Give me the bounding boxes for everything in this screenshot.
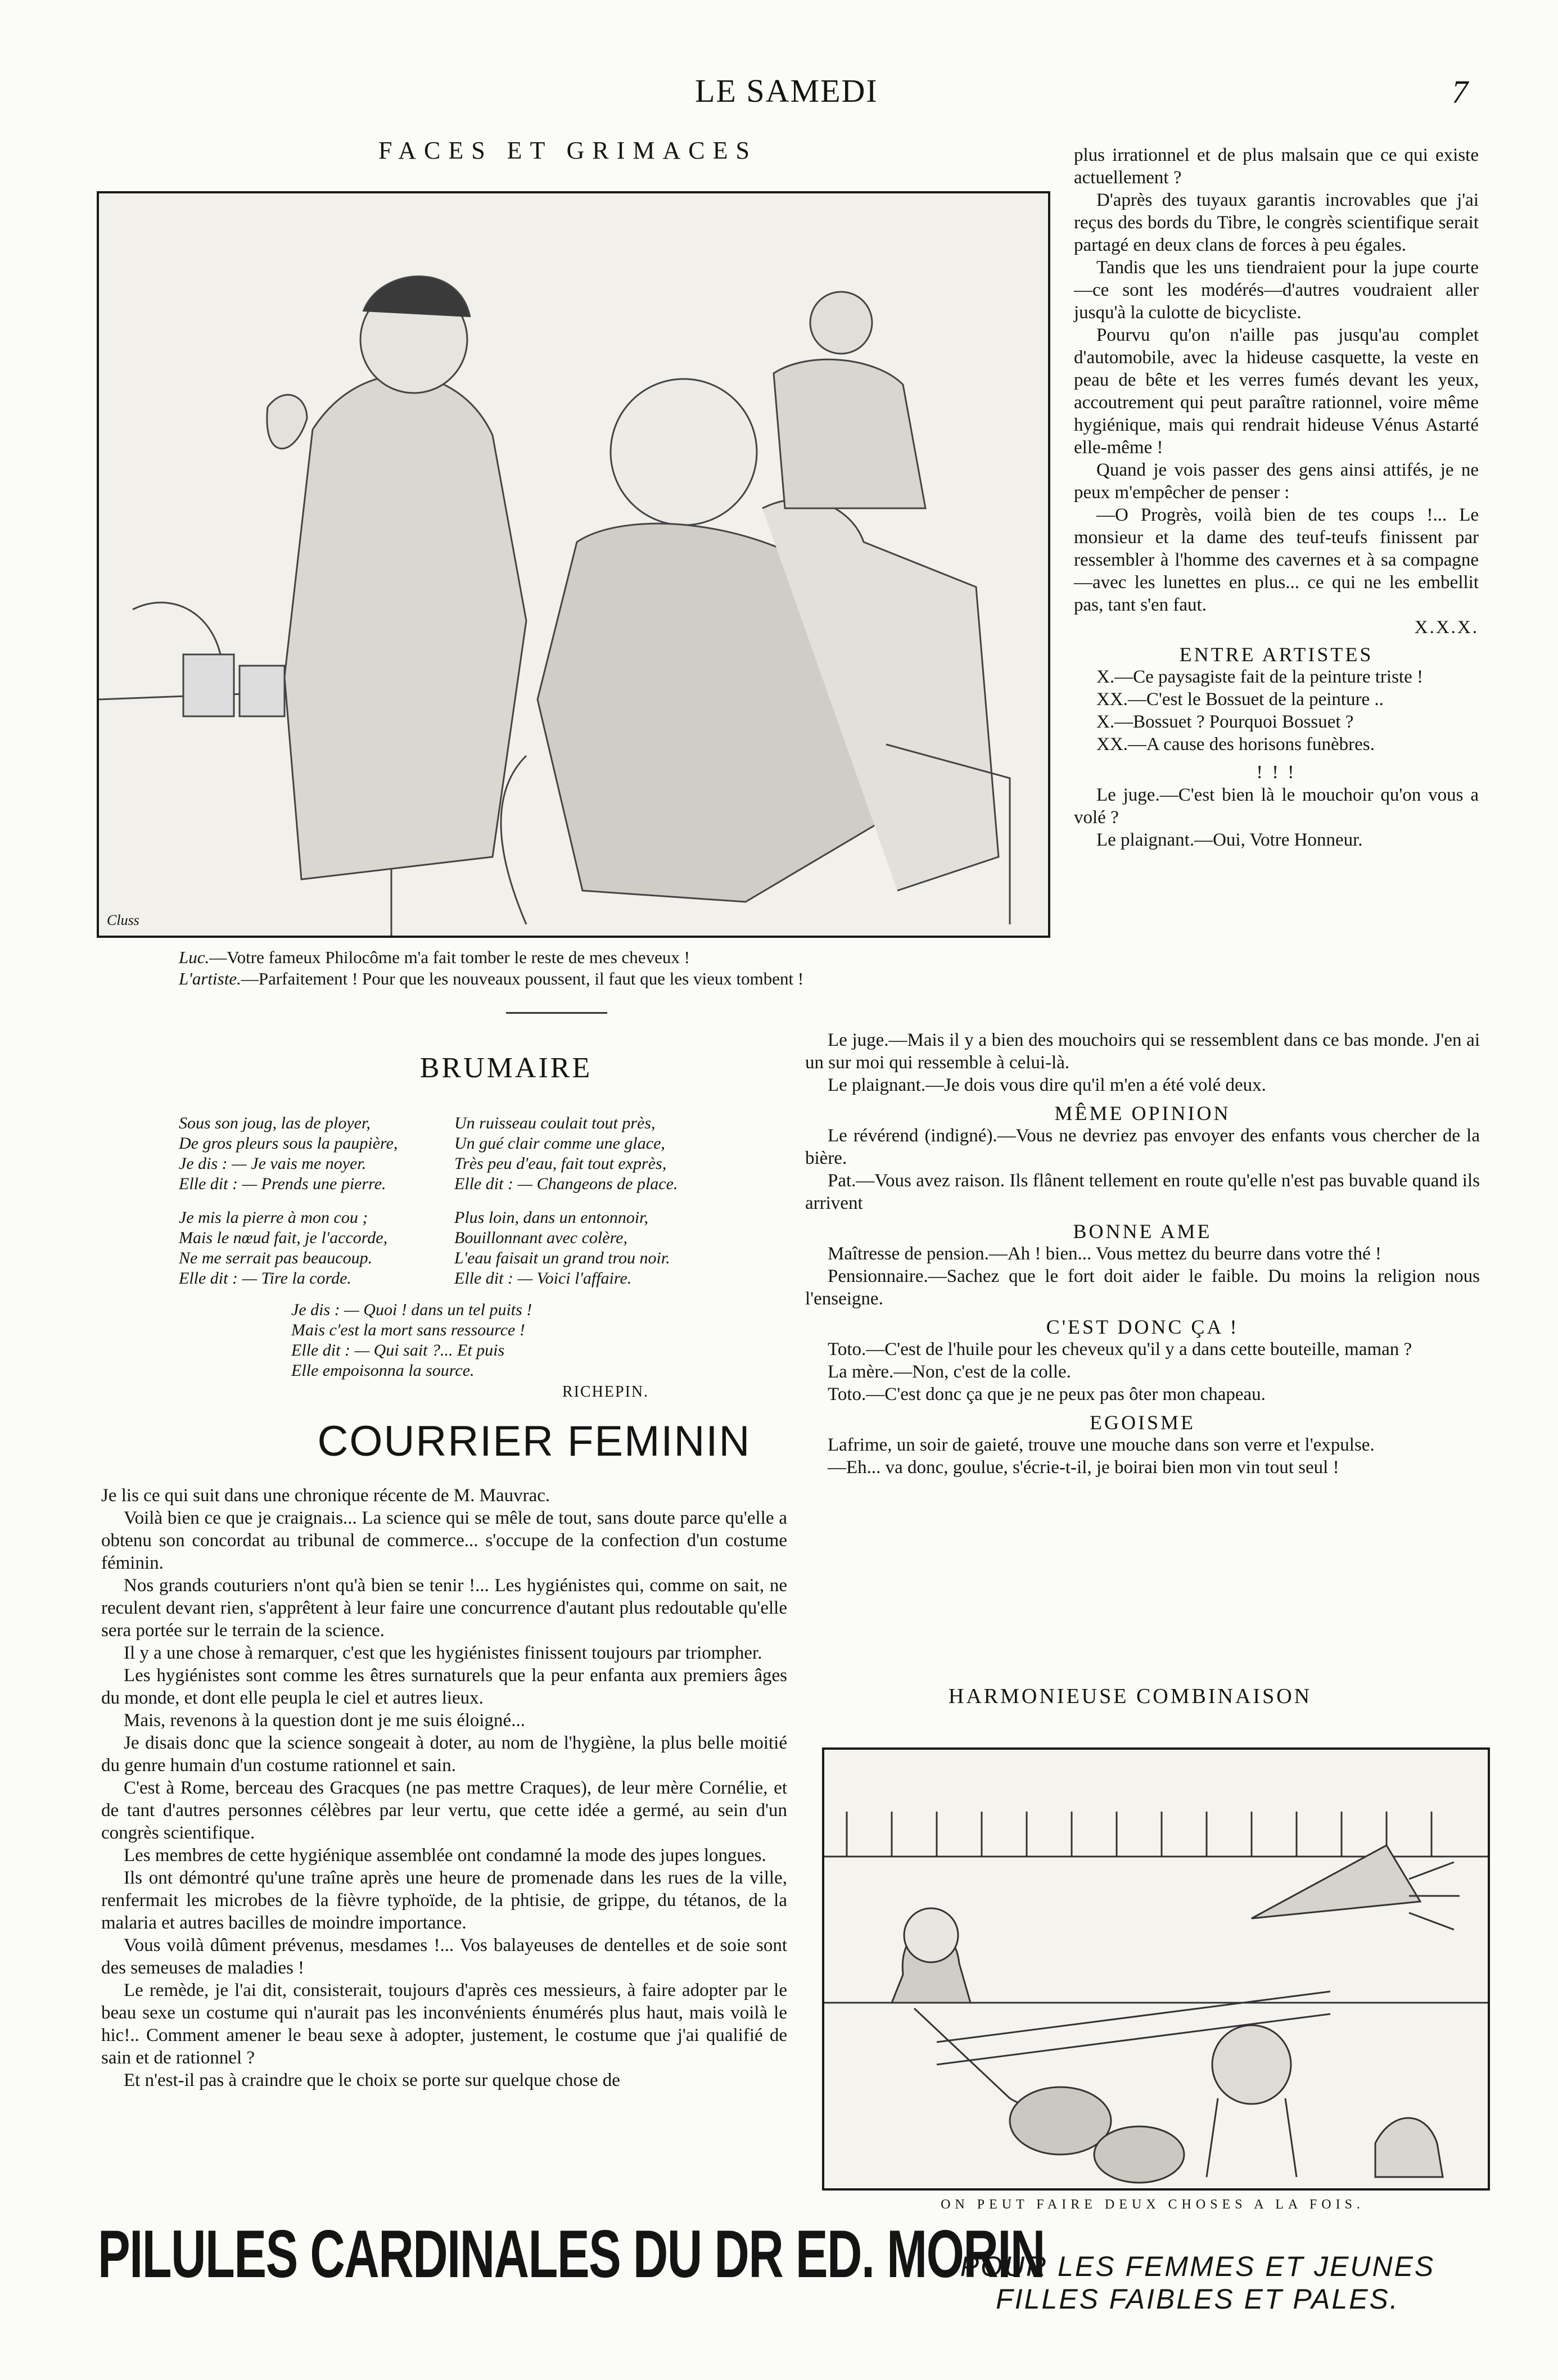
poem-stanza: Sous son joug, las de ployer, De gros pleurs sous la paupière, Je dis : — Je vais me noyer. Elle dit : — Prends une pierre. — [179, 1114, 398, 1193]
courrier-title: COURRIER FEMININ — [317, 1417, 751, 1465]
caption-line: L'artiste.—Parfaitement ! Pour que les nouveaux poussent, il faut que les vieux tombent ! — [179, 969, 804, 988]
barber-illustration — [97, 191, 1050, 938]
poem-stanza: Un ruisseau coulait tout près, Un gué clair comme une glace, Très peu d'eau, fait tout exprès, Elle dit : — Changeons de place. — [454, 1114, 678, 1193]
poem-stanza: Plus loin, dans un entonnoir, Bouillonnant avec colère, L'eau faisait un grand trou noir. Elle dit : — Voici l'affaire. — [454, 1208, 670, 1288]
poem-author: RICHEPIN. — [562, 1383, 649, 1401]
brumaire-title: BRUMAIRE — [419, 1052, 593, 1084]
courrier-continuation: plus irrationnel et de plus malsain que ce qui existe actuellement ? D'après des tuyaux garantis incrovables que j'ai reçus des bords du Tibre, le congrès scientifique serait partagé en deux clans de forces à peu égales. Tandis que les uns tiendraient pour la jupe courte—ce sont les modérés—d'autres voudraient aller jusqu'à la culotte de bicycliste. Pourvu qu'on n'aille pas jusqu'au complet d'automobile, avec la hideuse casquette, la veste en peau de bête et les verres fumés devant les yeux, accoutrement qui peut paraître rationnel, voire même hygiénique, mais qui rendrait hideuse Vénus Astarté elle-même ! Quand je vois passer des gens ainsi attifés, je ne peux m'empêcher de penser : —O Progrès, voilà bien de tes coups !... Le monsieur et la dame des teuf-teufs finissent par ressembler à l'homme des cavernes et à sa compagne—avec les lunettes en plus... ce qui ne les embellit pas, tant s'en faut. X.X.X. ENTRE ARTISTES X.—Ce paysagiste fait de la peinture triste ! XX.—C'est le Bossuet de la peinture .. X.—Bossuet ? Pourquoi Bossuet ? XX.—A cause des horisons funèbres. ! ! ! Le juge.—C'est bien là le mouchoir qu'on vous a volé ? Le plaignant.—Oui, Votre Honneur. — [1074, 145, 1479, 850]
poem-stanza: Je dis : — Quoi ! dans un tel puits ! Mais c'est la mort sans ressource ! Elle dit : — Qui sait ?... Et puis Elle empoisonna la source. — [291, 1300, 532, 1380]
entre-artistes-title: ENTRE ARTISTES — [1179, 643, 1374, 666]
harmonieuse-caption: ON PEUT FAIRE DEUX CHOSES A LA FOIS. — [941, 2197, 1365, 2212]
article-signature: X.X.X. — [1414, 617, 1479, 638]
advert-tagline: POUR LES FEMMES ET JEUNES FILLES FAIBLES ET PALES. — [960, 2251, 1435, 2315]
meme-opinion-title: MÊME OPINION — [1054, 1102, 1231, 1124]
divider — [506, 1012, 607, 1014]
bonne-ame-title: BONNE AME — [1073, 1220, 1212, 1243]
faces-title: FACES ET GRIMACES — [378, 137, 757, 164]
egoisme-title: EGOISME — [1090, 1411, 1195, 1434]
faces-caption — [179, 947, 1033, 990]
advert-main: PILULES CARDINALES DU DR ED. MORIN — [98, 2216, 1045, 2292]
excl-title: ! ! ! — [1256, 762, 1297, 783]
cest-donc-ca-title: C'EST DONC ÇA ! — [1046, 1316, 1239, 1338]
page-number: 7 — [1452, 74, 1469, 110]
harmonieuse-title: HARMONIEUSE COMBINAISON — [948, 1684, 1312, 1708]
trombone-illustration — [822, 1747, 1490, 2191]
illustrator-signature: Cluss — [107, 912, 139, 928]
caption-line: Luc.—Votre fameux Philocôme m'a fait tomber le reste de mes cheveux ! — [179, 947, 690, 967]
journal-title: LE SAMEDI — [695, 73, 878, 109]
poem-stanza: Je mis la pierre à mon cou ; Mais le nœud fait, je l'accorde, Ne me serrait pas beaucoup. Elle dit : — Tire la corde. — [179, 1208, 388, 1288]
courrier-article: Je lis ce qui suit dans une chronique récente de M. Mauvrac. Voilà bien ce que je craignais... La science qui se mêle de tout, sans doute parce qu'elle a obtenu son concordat au tribunal de commerce... s'occupe de la confection d'un costume féminin. Nos grands couturiers n'ont qu'à bien se tenir !... Les hygiénistes qui, comme on sait, ne reculent devant rien, s'apprêtent à leur faire une concurrence d'autant plus redoutable qu'elle sera portée sur le terrain de la science. Il y a une chose à remarquer, c'est que les hygiénistes finissent toujours par triompher. Les hygiénistes sont comme les êtres surnaturels que la peur enfanta aux premiers âges du monde, et dont elle peupla le ciel et autres lieux. Mais, revenons à la question dont je me suis éloigné... Je disais donc que la science songeait à doter, au nom de l'hygiène, la plus belle moitié du genre humain d'un costume rationnel et sain. C'est à Rome, berceau des Gracques (ne pas mettre Craques), de leur mère Cornélie, et de tant d'autres personnes célèbres par leur vertu, que cette idée a germé, au sein d'un congrès scientifique. Les membres de cette hygiénique assemblée ont condamné la mode des jupes longues. Ils ont démontré qu'une traîne après une heure de promenade dans les rues de la ville, renfermait les microbes de la fièvre typhoïde, de la phtisie, de grippe, du tétanos, de la malaria et autres bacilles de moindre importance. Vous voilà dûment prévenus, mesdames !... Vos balayeuses de dentelles et de soie sont des semeuses de maladies ! Le remède, je l'ai dit, consisterait, toujours d'après ces messieurs, à faire adopter par le beau sexe un costume qui n'aurait pas les inconvénients énumérés plus haut, mais voilà le hic!.. Comment amener le beau sexe à adopter, justement, le costume que j'ai qualifié de sain et de rationnel ? Et n'est-il pas à craindre que le choix se porte sur quelque chose de — [101, 1485, 787, 2090]
anecdotes-column: Le juge.—Mais il y a bien des mouchoirs qui se ressemblent dans ce bas monde. J'en ai un sur moi qui ressemble à celui-là. Le plaignant.—Je dois vous dire qu'il m'en a été volé deux. MÊME OPINION Le révérend (indigné).—Vous ne devriez pas envoyer des enfants vous chercher de la bière. Pat.—Vous avez raison. Ils flânent tellement en route qu'elle n'est pas buvable quand ils arrivent BONNE AME Maîtresse de pension.—Ah ! bien... Vous mettez du beurre dans votre thé ! Pensionnaire.—Sachez que le fort doit aider le faible. Du moins la religion nous l'enseigne. C'EST DONC ÇA ! Toto.—C'est de l'huile pour les cheveux qu'il y a dans cette bouteille, maman ? La mère.—Non, c'est de la colle. Toto.—C'est donc ça que je ne peux pas ôter mon chapeau. EGOISME Lafrime, un soir de gaieté, trouve une mouche dans son verre et l'expulse. —Eh... va donc, goulue, s'écrie-t-il, je boirai bien mon vin tout seul ! — [805, 1030, 1480, 1478]
